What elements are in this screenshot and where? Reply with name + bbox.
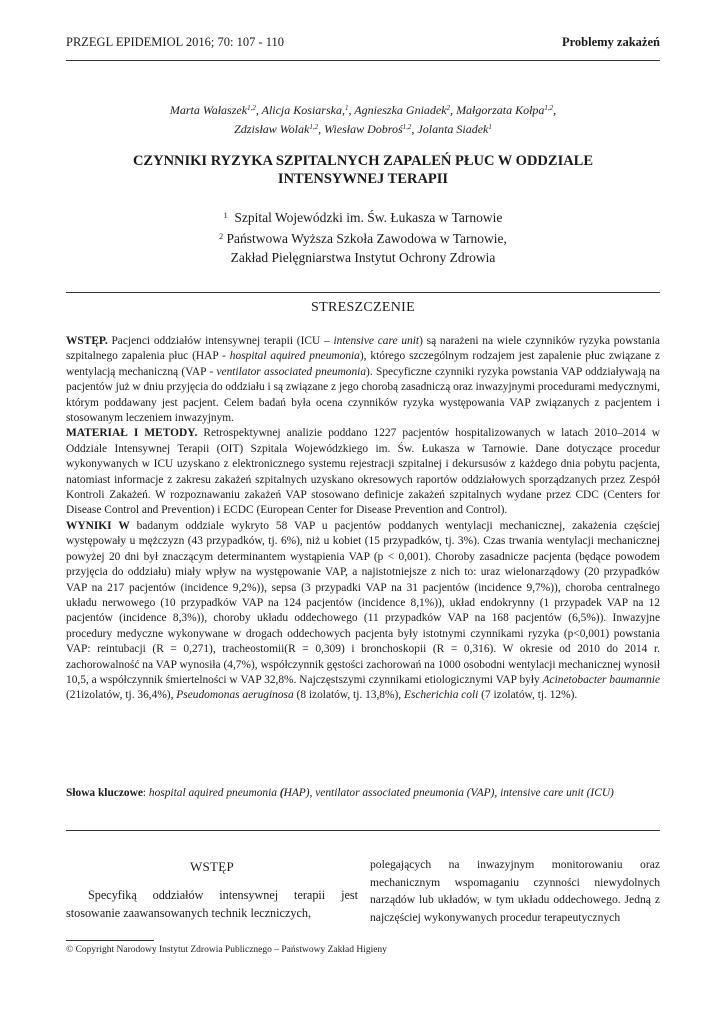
abstract-introduction: WSTĘP. Pacjenci oddziałów intensywnej terapii (ICU – intensive care unit) są narażeni na wiele czynników ryzyka powstania szpitalnego zapalenia płuc (HAP - hospital aquired pneumonia), którego szczególnym rodzajem jest zapalenie płuc związane z wentylacją mechaniczną (VAP - ventilator associated pneumonia). Specyficzne czynniki ryzyka powstania VAP oddziaływają na pacjentów już w dniu przyjęcia do oddziału i są związane z jego chorobą zasadniczą oraz inwazyjnymi procedurami medycznymi, którym poddawany jest pacjent. Celem badań była ocena czynników ryzyka występowania VAP związanych z pacjentem i stosowanym leczeniem inwazyjnym. [66,335,660,425]
abstract-results: WYNIKI W badanym oddziale wykryto 58 VAP u pacjentów poddanych wentylacji mechanicznej, zakażenia częściej występowały u mężczyzn (43 przypadków, tj. 6%), niż u kobiet (15 przypadków, tj. 3%). Czas trwania wentylacji mechanicznej powyżej 20 dni był znaczącym determinantem wystąpienia VAP (p < 0,001). Choroby zasadnicze pacjenta (będące powodem przyjęcia do oddziału) miały wpływ na występowanie VAP, a najistotniejsze z nich to: uraz wielonarządowy (20 przypadków VAP na 217 pacjentów (incidence 9,2%)), sepsa (3 przypadki VAP na 31 pacjentów (incidence 9,7%)), choroba centralnego układu nerwowego (10 przypadków VAP na 124 pacjentów (incidence 8,1%)), układ endokrynny (1 przypadek VAP na 12 pacjentów (incidence 8,3%)), choroby układu oddechowego (11 przypadków VAP na 168 pacjentów (6,5%)). Inwazyjne procedury medyczne wykonywane w drogach oddechowych pacjenta były istotnymi czynnikami ryzyka (p<0,001) powstania VAP: reintubacji (R = 0,271), tracheostomii(R = 0,309) i bronchoskopii (R = 0,316). W okresie od 2010 do 2014 r. zachorowalność na VAP wynosiła (4,7%), współczynnik gęstości zachorowań na 1000 osobodni wentylacji mechanicznej wynosił 10,5, a współczynnik śmiertelności w VAP 32,8%. Najczęstszymi czynnikami etiologicznymi VAP były Acinetobacter baumannie (21izolatów, tj. 36,4%), Pseudomonas aeruginosa (8 izolatów, tj. 13,8%), Escherichia coli (7 izolatów, tj. 12%). [66,519,660,702]
author: Małgorzata Kołpa$^{1,2}$, [456,103,557,117]
author-line-2 [66,119,660,138]
section-label: Problemy zakażeń [561,35,660,49]
body-paragraph: Specyfiką oddziałów intensywnej terapii jest stosowanie zaawansowanych technik leczniczych, [66,888,358,920]
affiliations [66,206,660,267]
affiliation-2-dept: Zakład Pielęgniarstwa Instytut Ochrony Zdrowia [230,250,496,265]
body-column-right: polegających na inwazyjnym monitorowaniu oraz mechanicznym wspomaganiu czynności niewydolnych narządów lub układów, w tym układu oddechowego. Jedną z najczęściej wykonywanych procedur terapeutycznych [370,858,660,924]
copyright-footnote: © Copyright Narodowy Instytut Zdrowia Publicznego – Państwowy Zakład Higieny [66,945,387,955]
abstract-heading: STRESZCZENIE [311,300,415,315]
author: Agnieszka Gniadek$^2$, [354,103,457,117]
abstract-top-divider [66,292,660,293]
journal-citation: PRZEGL EPIDEMIOL 2016; 70: 107 - 110 [66,35,285,49]
abstract-body [66,334,660,704]
author: Zdzisław Wolak$^{1,2}$, [234,122,325,136]
section-heading-introduction: WSTĘP [189,859,235,874]
affiliation-2: $^2$ Państwowa Wyższa Szkoła Zawodowa w Tarnowie, [219,231,507,246]
author: Wiesław Dobroś$^{1,2}$, [324,122,418,136]
footnote-divider [66,940,154,941]
author: Alicja Kosiarska,$^1$, [261,103,355,117]
author: Jolanta Siadek$^1$ [417,122,492,136]
affiliation-1: $^1$ Szpital Wojewódzki im. Św. Łukasza w Tarnowie [223,210,503,225]
header-divider [66,60,660,61]
body-column-left [66,858,358,922]
author-line-1 [66,100,660,119]
article-title: CZYNNIKI RYZYKA SZPITALNYCH ZAPALEŃ PŁUC W ODDZIALE INTENSYWNEJ TERAPII [132,153,594,187]
abstract-methods: MATERIAŁ I METODY. Retrospektywnej analizie poddano 1227 pacjentów hospitalizowanych w latach 2010–2014 w Oddziale Intensywnej Terapii (OIT) Szpitala Wojewódzkiego im. Św. Łukasza w Tarnowie. Dane dotyczące procedur wykonywanych w ICU uzyskano z elektronicznego systemu rejestracji szpitalnej i dekursusów z każdego dnia pobytu pacjenta, natomiast informacje z zakresu zakażeń szpitalnych uzyskano okresowych raportów oddziałowych sporządzanych przez Zespół Kontroli Zakażeń. W rozpoznawaniu zakażeń VAP stosowano definicje zakażeń szpitalnych wydane przez CDC (Centers for Disease Control and Prevention) i ECDC (European Center for Disease Prevention and Control). [66,427,660,517]
author-list [66,100,660,138]
abstract-bottom-divider [66,830,660,831]
keywords: Słowa kluczowe: hospital aquired pneumonia (HAP), ventilator associated pneumonia (VAP), intensive care unit (ICU) [66,787,614,799]
author: Marta Wałaszek$^{1,2}$, [169,103,262,117]
